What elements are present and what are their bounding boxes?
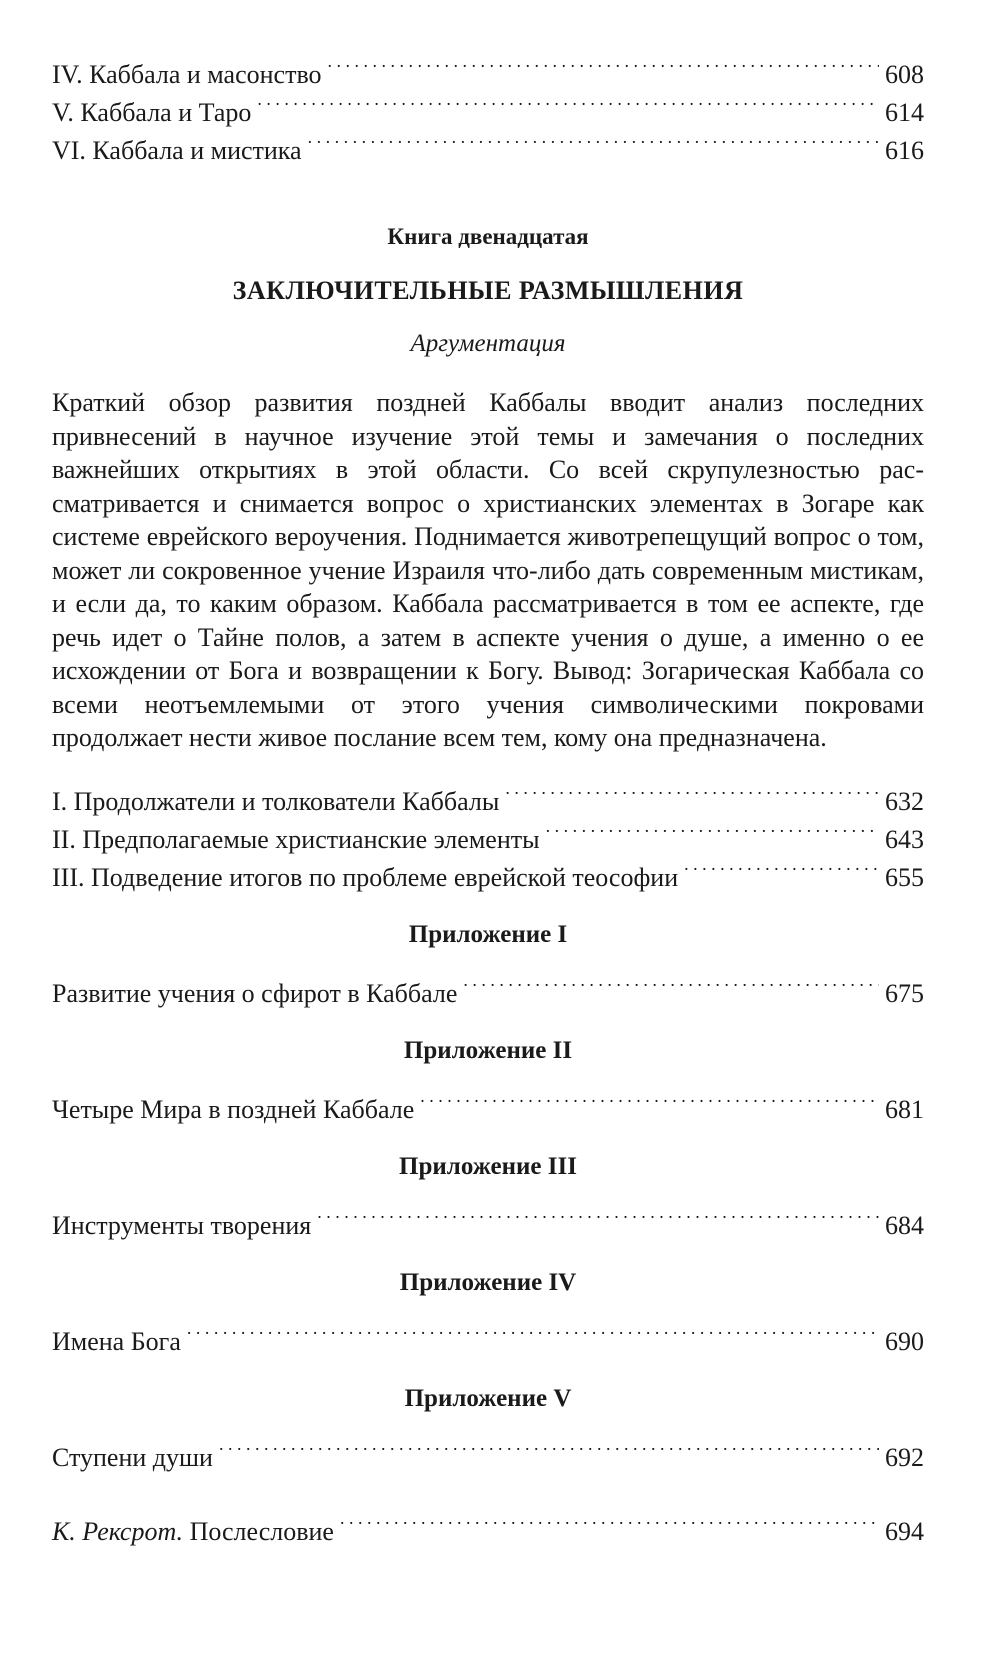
toc-entry[interactable] bbox=[52, 971, 924, 1009]
argument-text: Краткий обзор развития поздней Каббалы вводит анализ последних привнесений в научное изучение этой темы и замечания о последних важнейших открытиях в этой области. Со всей скрупулезностью рассматривается и снимается вопрос о христианских элементах в Зогаре как системе еврейского вероучения. Поднимается животрепещущий вопрос о том, может ли сокровенное учение Израиля что-либо дать современным мистикам, и если да, то каким образом. Каббала рассматривается в том ее аспекте, где речь идет о Тайне полов, а затем в аспекте учения о душе, а именно о ее исхождении от Бога и возвращении к Богу. Вывод: Зогарическая Каббала со всеми неотъемлемыми от этого учения символическими покровами продолжает нести живое послание всем тем, кому она предназначена. bbox=[52, 388, 924, 752]
toc-entry-page: 632 bbox=[885, 786, 924, 816]
appendix-heading: Приложение II bbox=[403, 1036, 573, 1064]
toc-entry[interactable] bbox=[52, 1435, 924, 1473]
afterword-title: Послесловие bbox=[183, 1516, 334, 1546]
toc-entry-page: 655 bbox=[885, 862, 924, 892]
toc-entry-page: 690 bbox=[885, 1326, 924, 1356]
toc-leader-dots bbox=[187, 1319, 879, 1350]
toc-entry-page: 681 bbox=[885, 1094, 924, 1124]
toc-leader-dots bbox=[340, 1509, 879, 1540]
toc-entry[interactable] bbox=[52, 855, 924, 893]
toc-entry[interactable] bbox=[52, 52, 924, 90]
toc-leader-dots bbox=[505, 779, 879, 810]
afterword-author: К. Рексрот. bbox=[52, 1516, 184, 1546]
toc-entry-title bbox=[52, 1516, 334, 1547]
toc-entry[interactable] bbox=[52, 1203, 924, 1241]
toc-entry-page: 608 bbox=[885, 60, 924, 89]
toc-entry[interactable] bbox=[52, 779, 924, 817]
toc-leader-dots bbox=[420, 1087, 879, 1118]
toc-entry-page: 616 bbox=[885, 136, 924, 165]
toc-leader-dots bbox=[308, 128, 879, 159]
toc-entry[interactable] bbox=[52, 1087, 924, 1125]
toc-entry-page: 692 bbox=[885, 1442, 924, 1472]
toc-leader-dots bbox=[317, 1203, 879, 1234]
toc-entry[interactable] bbox=[52, 1319, 924, 1357]
toc-entry[interactable] bbox=[52, 90, 924, 128]
toc-entry-page: 675 bbox=[885, 978, 924, 1008]
appendix-heading: Приложение IV bbox=[399, 1268, 577, 1296]
toc-page bbox=[52, 52, 924, 1547]
toc-entry-title: I. Продолжатели и толкователи Каббалы bbox=[52, 786, 500, 816]
toc-leader-dots bbox=[684, 855, 879, 886]
book-title: ЗАКЛЮЧИТЕЛЬНЫЕ РАЗМЫШЛЕНИЯ bbox=[232, 276, 744, 305]
toc-entry-title: V. Каббала и Таро bbox=[52, 98, 252, 127]
toc-entry-afterword[interactable] bbox=[52, 1509, 924, 1547]
toc-entry-title: Имена Бога bbox=[52, 1326, 181, 1356]
toc-leader-dots bbox=[257, 90, 879, 121]
appendix-heading: Приложение III bbox=[399, 1152, 577, 1180]
toc-leader-dots bbox=[328, 52, 879, 83]
toc-entry-title: III. Подведение итогов по проблеме еврейской теософии bbox=[52, 862, 679, 892]
book-label: Книга двенадцатая bbox=[387, 224, 589, 249]
toc-entry-page: 694 bbox=[885, 1516, 924, 1546]
top-toc bbox=[52, 52, 924, 166]
argument-label: Аргументация bbox=[410, 330, 566, 357]
toc-entry-page: 614 bbox=[885, 98, 924, 127]
toc-leader-dots bbox=[546, 817, 879, 848]
appendix-heading: Приложение V bbox=[404, 1384, 572, 1412]
appendix-heading: Приложение I bbox=[408, 920, 568, 948]
toc-entry-title: VI. Каббала и мистика bbox=[52, 136, 302, 165]
toc-entry-page: 643 bbox=[885, 824, 924, 854]
toc-entry[interactable] bbox=[52, 128, 924, 166]
toc-entry-title: IV. Каббала и масонство bbox=[52, 60, 322, 89]
toc-entry-title: Инструменты творения bbox=[52, 1210, 312, 1240]
toc-entry-title: Развитие учения о сфирот в Каббале bbox=[52, 978, 458, 1008]
toc-entry-page: 684 bbox=[885, 1210, 924, 1240]
toc-entry[interactable] bbox=[52, 817, 924, 855]
toc-entry-title: Четыре Мира в поздней Каббале bbox=[52, 1094, 415, 1124]
book-toc bbox=[52, 779, 924, 893]
toc-leader-dots bbox=[219, 1435, 879, 1466]
toc-entry-title: Ступени души bbox=[52, 1442, 213, 1472]
toc-leader-dots bbox=[463, 971, 879, 1002]
toc-entry-title: II. Предполагаемые христианские элементы bbox=[52, 824, 540, 854]
